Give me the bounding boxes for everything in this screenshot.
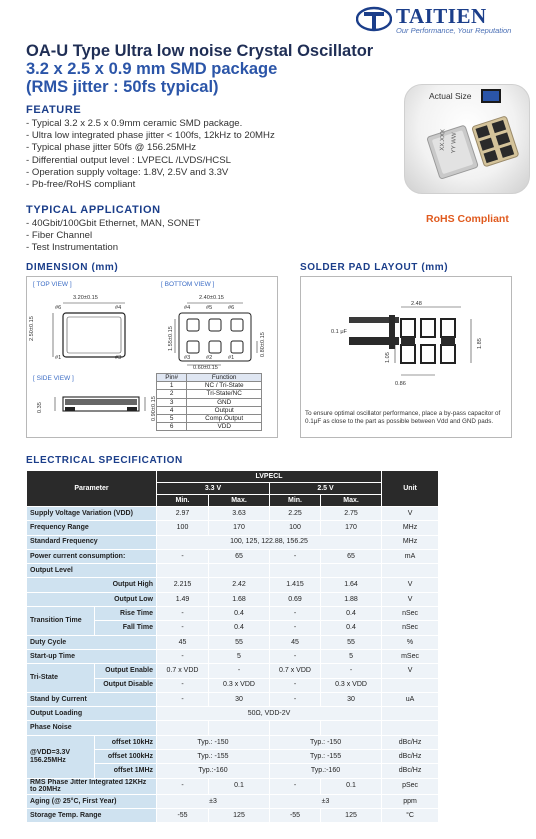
side-height-dim: 0.35 [37,402,43,413]
list-item: - Differential output level : LVPECL /LVDS/HCSL [26,154,231,166]
electrical-spec-table [26,470,439,823]
pin-label: #4 [184,305,191,311]
family-header: LVPECL [157,471,382,483]
brand-tagline: Our Performance, Your Reputation [396,26,512,35]
actual-size-swatch [481,89,501,103]
electrical-heading: ELECTRICAL SPECIFICATION [26,455,183,466]
bottom-width-dim: 2.40±0.15 [199,295,224,301]
table-row: 6 VDD [157,423,262,431]
pin-header: Pin# [157,374,187,382]
pad-total-dim: 1.85 [477,338,483,349]
table-row: Transition Time Rise Time - 0.4 - 0.4 nSec [27,607,439,621]
bypass-note: To ensure optimal oscillator performance, place a by-pass capacitor of 0.1μF as close to the part as possible between Vdd and GND pads. [305,410,501,425]
parameter-header: Parameter [27,471,157,507]
feature-heading: FEATURE [26,104,82,116]
table-row: Duty Cycle 45 55 45 55 % [27,635,439,649]
pin-function-table [156,373,262,431]
table-row: Aging (@ 25°C, First Year) ±3 ±3 ppm [27,794,439,808]
table-row: Tri-State Output Enable 0.7 x VDD - 0.7 x VDD - V [27,664,439,678]
unit-header: Unit [382,471,439,507]
dimension-heading: DIMENSION (mm) [26,262,119,273]
pin-label: #6 [228,305,235,311]
feature-list [26,118,275,191]
function-header: Function [187,374,262,382]
table-row: Output Low 1.49 1.68 0.69 1.88 V [27,592,439,606]
top-view-label: [ TOP VIEW ] [33,281,72,288]
list-item: - Typical 3.2 x 2.5 x 0.9mm ceramic SMD package. [26,118,243,129]
table-row: Output Loading 50Ω, VDD-2V [27,707,439,721]
voltage-header: 3.3 V [157,483,270,495]
table-row: Output Level [27,564,439,578]
table-header-row [27,471,439,483]
table-row: 5 Comp.Output [157,414,262,422]
table-row: 4 Output [157,406,262,414]
table-header-row: Min. Max. Min. Max. [27,495,439,507]
pin-label: #4 [115,305,122,311]
list-item: - Pb-free/RoHS compliant [26,179,136,191]
pin-label: #6 [55,305,62,311]
pad-pitch-dim: 0.86 [395,381,406,387]
capacitor-label: 0.1 μF [331,329,347,335]
oscillator-chip-icon [415,107,523,189]
application-heading: TYPICAL APPLICATION [26,204,161,216]
chip-marking: YY WW [451,132,458,154]
list-item: - Fiber Channel [26,230,93,242]
rohs-badge: RoHS Compliant [426,213,509,225]
table-row: Fall Time - 0.4 - 0.4 nSec [27,621,439,635]
table-row: RMS Phase Jitter Integrated 12KHz to 20MHz - 0.1 - 0.1 pSec [27,778,439,794]
pin-label: #3 [184,355,191,361]
table-row: Storage Temp. Range -55 125 -55 125 °C [27,808,439,822]
pad-size-dim: 1.05 [385,352,391,363]
table-row: Standard Frequency 100, 125, 122.88, 156.25 MHz [27,535,439,549]
pad-width-dim: 2.48 [411,301,422,307]
pin-label: #3 [115,355,122,361]
chip-marking: XX.XXX [439,128,447,151]
product-jitter: (RMS jitter : 50fs typical) [26,78,219,96]
table-row: Power current consumption: - 65 - 65 mA [27,549,439,563]
table-row: Supply Voltage Variation (VDD) 2.97 3.63 2.25 2.75 V [27,507,439,521]
list-item: - Typical phase jitter 50fs @ 156.25MHz [26,142,197,154]
side-view-label: [ SIDE VIEW ] [33,375,74,382]
table-row: offset 100kHz Typ.: -155 Typ.: -155 dBc/Hz [27,750,439,764]
side-total-dim: 0.90±0.15 [151,396,157,421]
pin-label: #1 [228,355,235,361]
table-row: Output High 2.215 2.42 1.415 1.64 V [27,578,439,592]
top-height-dim: 2.50±0.15 [29,316,35,341]
top-width-dim: 3.20±0.15 [73,295,98,301]
list-item: - Operation supply voltage: 1.8V, 2.5V and 3.3V [26,166,229,178]
pin-label: #2 [206,355,213,361]
brand-logo [356,4,532,38]
bottom-view-drawing [167,291,267,371]
product-photo [404,84,530,194]
bottom-height-dim: 1.55±0.15 [168,326,174,351]
voltage-header: 2.5 V [270,483,382,495]
solder-pad-layout [341,295,491,395]
list-item: - 40Gbit/100Gbit Ethernet, MAN, SONET [26,218,201,229]
table-row: 3 GND [157,398,262,406]
application-list [26,218,200,255]
list-item: - Ultra low integrated phase jitter < 100fs, 12kHz to 20MHz [26,130,275,142]
table-row: 1 NC / Tri-State [157,382,262,390]
actual-size-label: Actual Size [429,91,472,101]
taitien-logo-icon [356,4,392,38]
table-row: Phase Noise [27,721,439,735]
table-row: 2 Tri-State/NC [157,390,262,398]
bottom-view-label: [ BOTTOM VIEW ] [161,281,215,288]
pad-height-dim: 0.80±0.15 [260,332,266,357]
solder-pad-drawing [300,276,512,438]
list-item: - Test Instrumentation [26,242,119,254]
pad-pitch-dim: 0.60±0.15 [193,365,218,371]
table-row: Frequency Range 100 170 100 170 MHz [27,521,439,535]
side-view-drawing [41,385,151,425]
table-row: Output Disable - 0.3 x VDD - 0.3 x VDD [27,678,439,692]
product-subtitle: 3.2 x 2.5 x 0.9 mm SMD package [26,60,278,78]
pin-label: #1 [55,355,62,361]
table-row: offset 1MHz Typ.:-160 Typ.:-160 dBc/Hz [27,764,439,778]
brand-name: TAITIEN [396,4,487,28]
table-row: @VDD=3.3V 156.25MHz offset 10kHz Typ.: -150 Typ.: -150 dBc/Hz [27,735,439,749]
product-title: OA-U Type Ultra low noise Crystal Oscillator [26,42,374,60]
table-row: Start-up Time - 5 - 5 mSec [27,649,439,663]
table-row: Stand by Current - 30 - 30 uA [27,692,439,706]
pin-label: #5 [206,305,213,311]
solder-heading: SOLDER PAD LAYOUT (mm) [300,262,449,273]
